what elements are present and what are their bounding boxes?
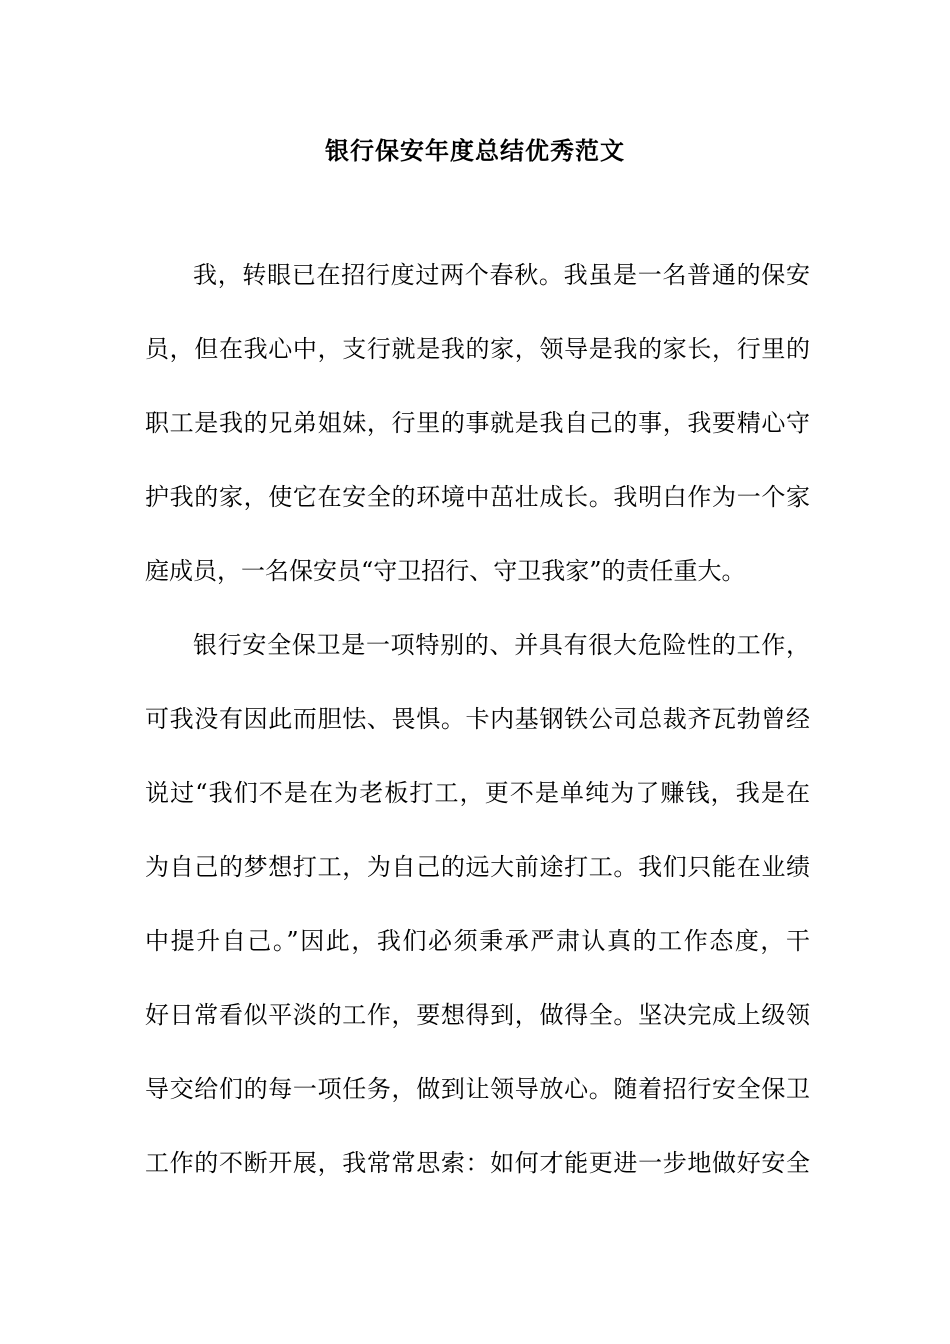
text-line: 导交给们的每一项任务，做到让领导放心。随着招行安全保卫 xyxy=(145,1075,810,1103)
document-title: 银行保安年度总结优秀范文 xyxy=(325,136,625,165)
text-line: 银行安全保卫是一项特别的、并具有很大危险性的工作， xyxy=(193,631,810,659)
text-line: 可我没有因此而胆怯、畏惧。卡内基钢铁公司总裁齐瓦勃曾经 xyxy=(145,705,810,733)
text-line: 中提升自己。”因此，我们必须秉承严肃认真的工作态度，干 xyxy=(145,927,810,955)
document-body xyxy=(145,255,810,1217)
text-line: 我，转眼已在招行度过两个春秋。我虽是一名普通的保安 xyxy=(193,261,810,289)
text-line: 说过“我们不是在为老板打工，更不是单纯为了赚钱，我是在 xyxy=(145,779,810,807)
text-line: 为自己的梦想打工，为自己的远大前途打工。我们只能在业绩 xyxy=(145,853,810,881)
text-line: 员，但在我心中，支行就是我的家，领导是我的家长，行里的 xyxy=(145,335,810,363)
text-line: 好日常看似平淡的工作，要想得到，做得全。坚决完成上级领 xyxy=(145,1001,810,1029)
text-line: 护我的家，使它在安全的环境中茁壮成长。我明白作为一个家 xyxy=(145,483,810,511)
text-line: 工作的不断开展，我常常思索：如何才能更进一步地做好安全 xyxy=(145,1149,810,1177)
text-line: 庭成员，一名保安员“守卫招行、守卫我家”的责任重大。 xyxy=(145,557,746,585)
text-line: 职工是我的兄弟姐妹，行里的事就是我自己的事，我要精心守 xyxy=(145,409,810,437)
